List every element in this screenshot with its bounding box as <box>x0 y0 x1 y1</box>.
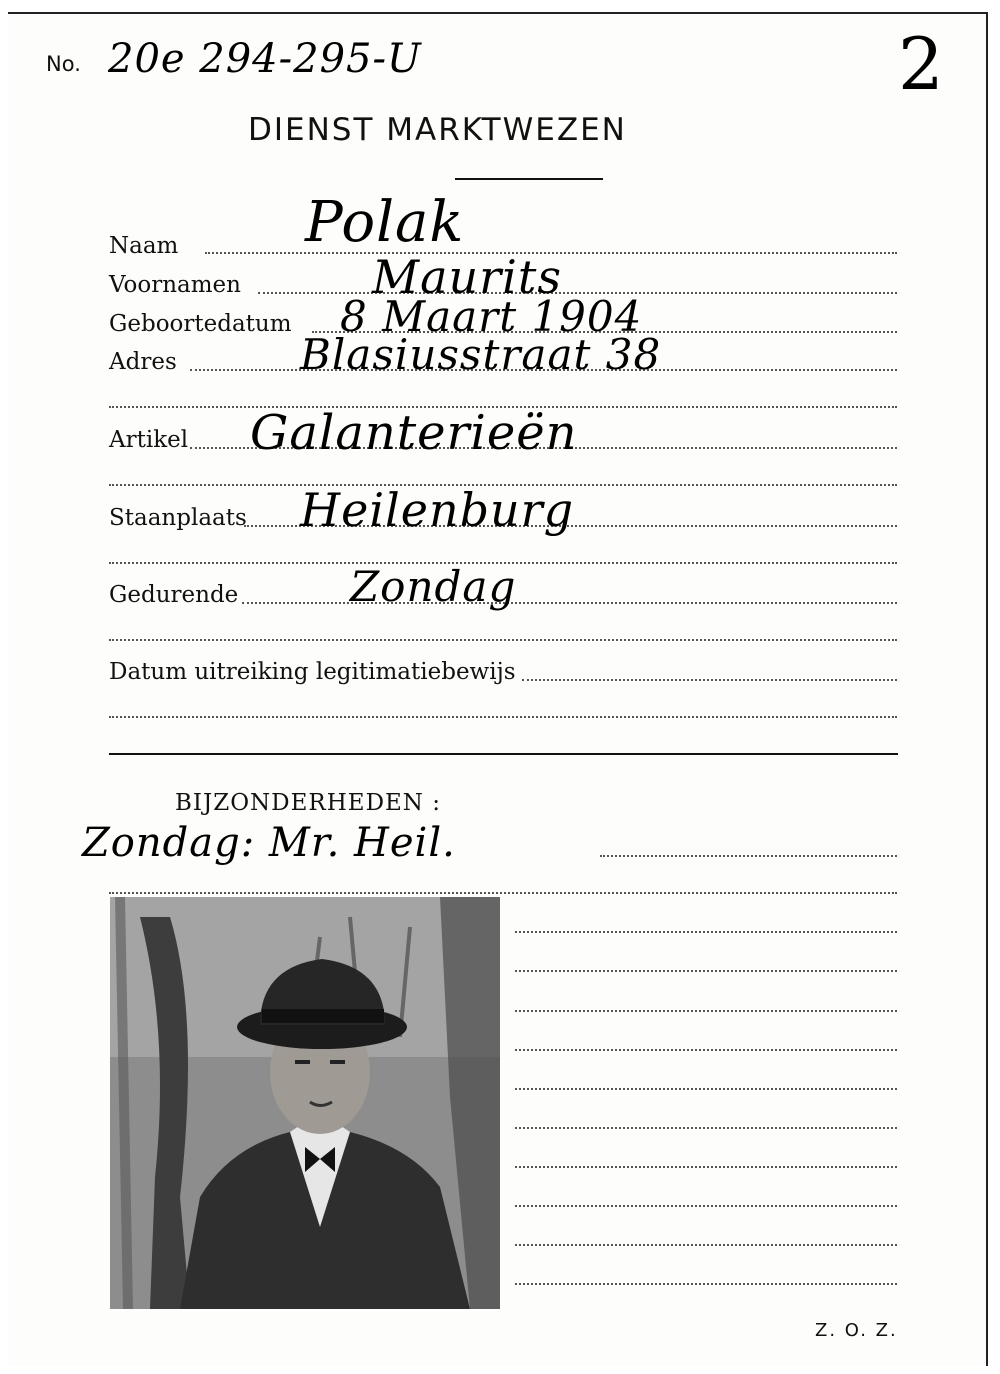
bijzonderheden-line-2 <box>109 892 897 894</box>
note-line <box>515 1205 897 1207</box>
artikel-value: Galanterieën <box>250 405 578 461</box>
section-divider <box>109 753 898 755</box>
voornamen-value: Maurits <box>372 250 562 304</box>
number-label: No. <box>46 52 81 76</box>
note-line <box>515 1283 897 1285</box>
datum-uitreiking-label: Datum uitreiking legitimatiebewijs <box>109 659 516 685</box>
note-line <box>515 1166 897 1168</box>
portrait-illustration <box>110 897 500 1309</box>
naam-value: Polak <box>305 190 465 255</box>
note-line <box>515 1088 897 1090</box>
bijzonderheden-label: BIJZONDERHEDEN : <box>175 790 441 816</box>
portrait-photo <box>110 897 500 1309</box>
title-underline <box>455 178 603 180</box>
note-line <box>515 1127 897 1129</box>
adres-label: Adres <box>109 349 177 375</box>
geboortedatum-label: Geboortedatum <box>109 311 292 337</box>
datum-uitreiking-line <box>522 679 897 681</box>
zoz-footer: Z. O. Z. <box>815 1320 898 1341</box>
bijzonderheden-line-1 <box>600 855 897 857</box>
datum-uitreiking-line-2 <box>109 716 897 718</box>
artikel-label: Artikel <box>109 427 189 453</box>
sheet-number: 2 <box>898 22 945 106</box>
voornamen-label: Voornamen <box>109 272 241 298</box>
gedurende-label: Gedurende <box>109 582 239 608</box>
bijzonderheden-value: Zondag: Mr. Heil. <box>82 820 456 866</box>
naam-label: Naam <box>109 233 179 259</box>
staanplaats-value: Heilenburg <box>300 483 575 537</box>
note-line <box>515 1244 897 1246</box>
note-line <box>515 1010 897 1012</box>
note-line <box>515 931 897 933</box>
gedurende-value: Zondag <box>350 562 517 611</box>
gedurende-line-2 <box>109 639 897 641</box>
adres-value: Blasiusstraat 38 <box>300 330 662 379</box>
note-line <box>515 970 897 972</box>
gedurende-line <box>242 602 897 604</box>
card-title: DIENST MARKTWEZEN <box>248 112 627 148</box>
number-value: 20e 294-295-U <box>108 36 422 82</box>
note-line <box>515 1049 897 1051</box>
staanplaats-label: Staanplaats <box>109 505 247 531</box>
geboortedatum-value: 8 Maart 1904 <box>340 292 643 341</box>
